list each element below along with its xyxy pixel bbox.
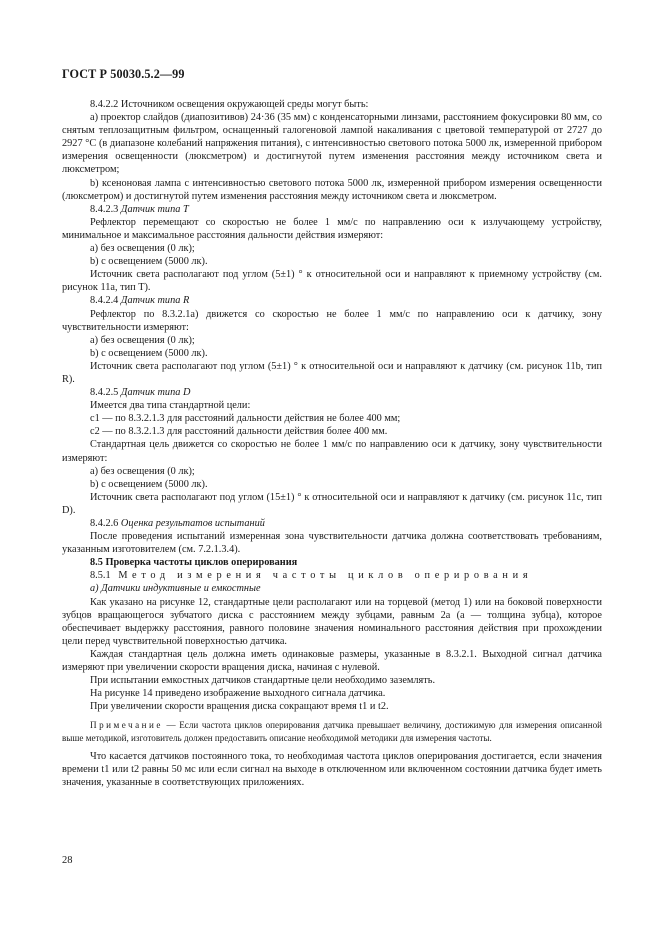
document-header: ГОСТ Р 50030.5.2—99 xyxy=(62,67,185,81)
subsection-heading xyxy=(62,386,602,399)
section-number: 8.4.2.5 xyxy=(90,387,119,399)
section-title: Датчик типа R xyxy=(120,295,190,307)
note-label: Примечание xyxy=(90,720,163,731)
list-item: a) без освещения (0 лк); xyxy=(90,334,195,346)
list-item: a) без освещения (0 лк); xyxy=(90,465,195,477)
subsection-heading xyxy=(62,294,602,307)
section-number: 8.5.1 xyxy=(90,570,111,582)
list-item: с1 — по 8.3.2.1.3 для расстояний дальности действия не более 400 мм; xyxy=(90,413,401,425)
subsection-heading xyxy=(62,517,602,530)
paragraph: Как указано на рисунке 12, стандартные цели располагают или на торцевой (метод 1) или на боковой поверхности зубцов вращающегося зубчатого диска с расстоянием между зубцами, равным 2a (a — толщина зубца), которое обеспечивает выдержку расстояния, равного половине значения номинального расстояния действия при прохождении цели перед чувствительной поверхностью датчика. xyxy=(62,596,602,647)
paragraph: 8.4.2.2 Источником освещения окружающей среды могут быть: xyxy=(90,99,369,110)
section-number: 8.4.2.3 xyxy=(90,203,119,215)
document-body xyxy=(62,98,602,789)
list-item: b) с освещением (5000 лк). xyxy=(90,347,208,359)
paragraph: a) проектор слайдов (диапозитивов) 24·36 (35 мм) с конденсаторными линзами, расстоянием фокусировки 80 мм, со снятым теплозащитным фильтром, оснащенный галогеновой лампой накаливания с цветовой температурой от 2727 до 2927 °С (в диапазоне колебаний напряжения питания), с интенсивностью светового потока 5000 лк, измеренной прибором измерения освещенности (люксметром) и достигнутой путем изменения расстояния между источником света и люксметром; xyxy=(62,112,602,176)
section-number: 8.4.2.6 xyxy=(90,518,119,529)
paragraph: После проведения испытаний измеренная зона чувствительности датчика должна соответствовать требованиям, указанным изготовителем (см. 7.2.1.3.4). xyxy=(62,531,602,556)
paragraph: b) ксеноновая лампа с интенсивностью светового потока 5000 лк, измеренной прибором измерения освещенности (люксметром) и достигнутой путем изменения расстояния между источником света и люксметром. xyxy=(62,177,602,202)
paragraph: Рефлектор перемещают со скоростью не более 1 мм/с по направлению оси к излучающему устройству, минимальное и максимальное расстояния дальности действия измеряют: xyxy=(62,216,602,241)
list-item: b) с освещением (5000 лк). xyxy=(90,256,208,268)
paragraph: При испытании емкостных датчиков стандартные цели необходимо заземлять. xyxy=(90,675,436,687)
paragraph: При увеличении скорости вращения диска сокращают время t1 и t2. xyxy=(90,701,389,713)
paragraph: Каждая стандартная цель должна иметь одинаковые размеры, указанные в 8.3.2.1. Выходной сигнал датчика измеряют при увеличении скорости вращения диска, начиная с нулевой. xyxy=(62,648,602,674)
section-heading: 8.5 Проверка частоты циклов оперирования xyxy=(90,557,298,569)
paragraph: Стандартная цель движется со скоростью не более 1 мм/с по направлению оси к датчику, зону чувствительности измеряют: xyxy=(62,439,602,464)
page-number: 28 xyxy=(62,855,73,866)
note-text: — Если частота циклов оперирования датчика превышает величину, достижимую для измерения описанной выше методикой, изготовитель должен предоставить описание необходимой методики для измерения частоты. xyxy=(62,720,602,743)
paragraph: Источник света располагают под углом (5±1) ° к относительной оси и направляют к приемному устройству (см. рисунок 11a, тип Т). xyxy=(62,269,602,294)
list-item: с2 — по 8.3.2.1.3 для расстояний дальности действия более 400 мм. xyxy=(90,426,388,438)
section-title: Датчик типа Т xyxy=(120,203,189,215)
paragraph: Источник света располагают под углом (15±1) ° к относительной оси и направляют к датчику (см. рисунок 11c, тип D). xyxy=(62,491,602,516)
paragraph: Источник света располагают под углом (5±1) ° к относительной оси и направляют к датчику (см. рисунок 11b, тип R). xyxy=(62,360,602,385)
section-title: Оценка результатов испытаний xyxy=(120,518,265,529)
subsection-heading xyxy=(62,203,602,216)
subsection-subheading: a) Датчики индуктивные и емкостные xyxy=(90,583,261,595)
note xyxy=(62,719,602,744)
section-title: Метод измерения частоты циклов оперирования xyxy=(118,570,533,582)
section-title: Датчик типа D xyxy=(120,387,191,399)
list-item: b) с освещением (5000 лк). xyxy=(90,478,208,490)
paragraph: Что касается датчиков постоянного тока, то необходимая частота циклов оперирования достигается, если значения времени t1 или t2 равны 50 мс или если сигнал на выходе в отключенном или включенном состоянии датчика будет иметь значения, указанные в соответствующих приложениях. xyxy=(62,751,602,789)
paragraph: На рисунке 14 приведено изображение выходного сигнала датчика. xyxy=(90,688,386,700)
paragraph: Рефлектор по 8.3.2.1a) движется со скоростью не более 1 мм/с по направлению оси к датчику, зону чувствительности измеряют: xyxy=(62,308,602,333)
subsection-heading xyxy=(62,569,602,582)
list-item: a) без освещения (0 лк); xyxy=(90,243,195,255)
paragraph: Имеется два типа стандартной цели: xyxy=(90,400,251,412)
section-number: 8.4.2.4 xyxy=(90,295,119,307)
